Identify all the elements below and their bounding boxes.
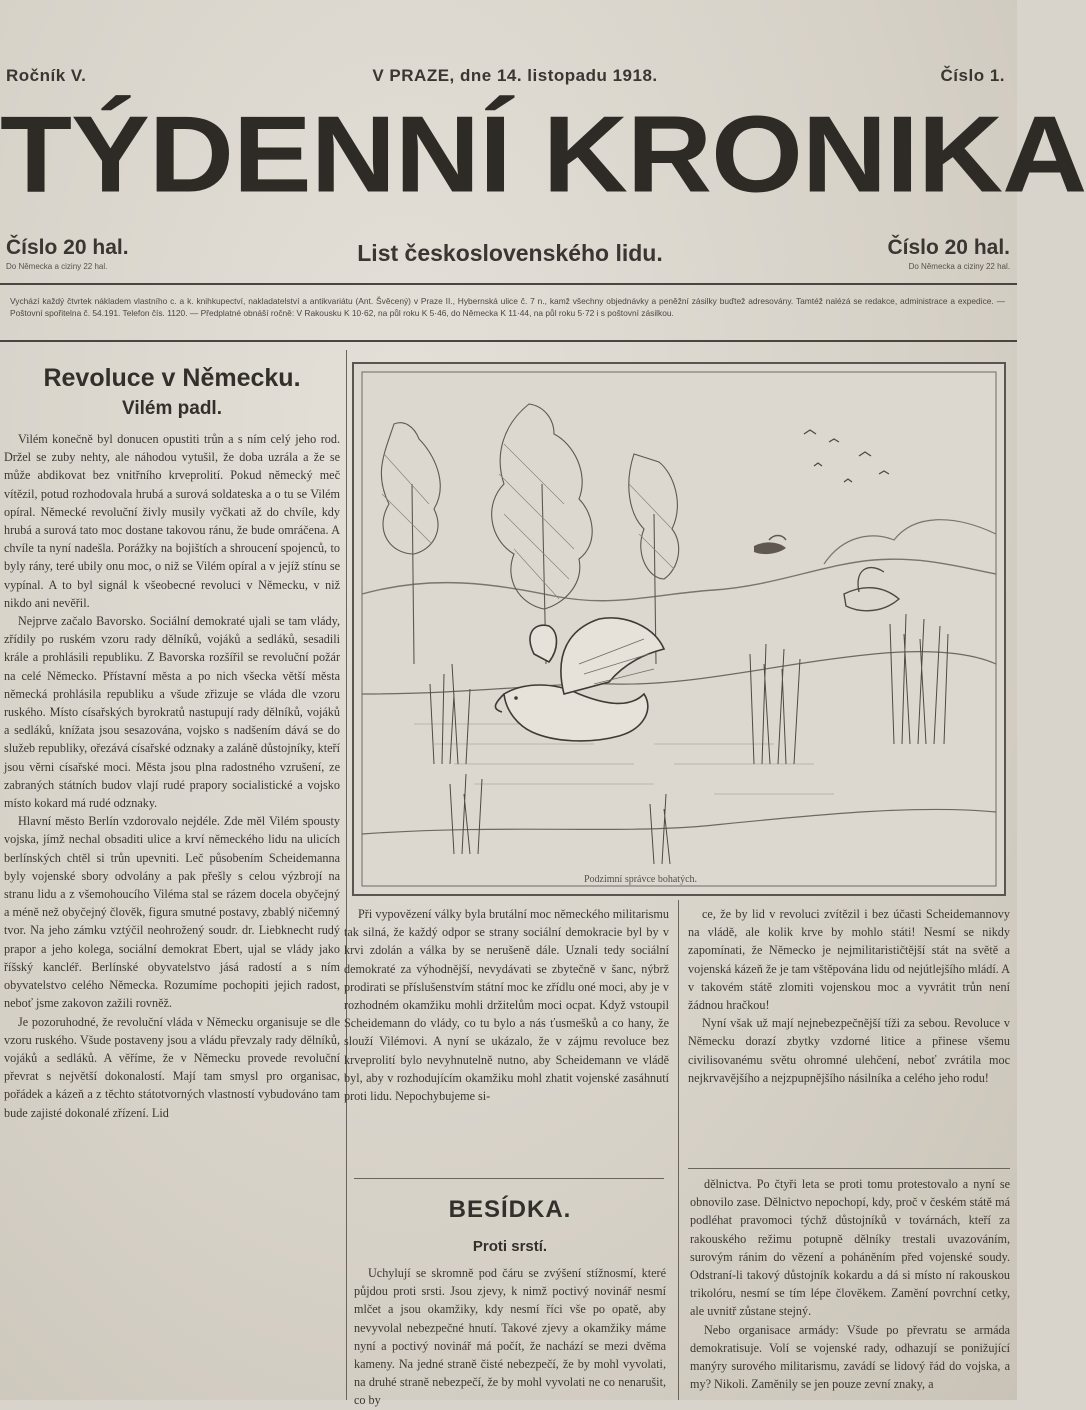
lead-paragraph: Hlavní město Berlín vzdorovalo nejdéle. Zde měl Vilém spousty vojska, jímž nechal obsaditi ulice a krví německého lidu na ulicích berlínských chtěl si trůn upevniti. Leč působením Scheidemanna byly vojenské sbory odvolány a pak přešly s celou výzbrojí na stranu lidu a z všemohoucího Viléma stal se rázem docela obyčejný a méně než obyčejný člověk, figura smutné postavy, zbablý ničemný tvor. Na jeho zámku vztýčil neohrožený soudr. dr. Liebknecht rudý prapor a jeho kolega, sociální demokrat Ebert, ujal se vlády jako říšský kancléř. Berlínské obyvatelstvo jásá radostí a s ním obyvatelstvo celého Německa. Rozumíme pochopiti jejich radost, neboť jsme zakovon zažili rovněž. [4, 814, 340, 1011]
column-rule [678, 900, 679, 1400]
besidka-rule [354, 1178, 664, 1179]
dateline: V PRAZE, dne 14. listopadu 1918. [372, 66, 658, 85]
issue-number: Číslo 1. [940, 66, 1005, 85]
price-right: Číslo 20 hal. [887, 236, 1010, 259]
lead-subheadline: Vilém padl. [122, 398, 222, 419]
header-rule [0, 283, 1017, 285]
middle-article-body [344, 905, 669, 1173]
lead-article-body [4, 430, 340, 1400]
price-left-note: Do Německa a ciziny 22 hal. [6, 262, 108, 271]
lead-headline: Revoluce v Německu. [43, 364, 301, 392]
lead-paragraph: Nejprve začalo Bavorsko. Sociální demokraté ujali se tam vlády, zřídily po ruském vzoru rady dělníků, vojáků a sedláků, sesadili krále a prohlásili republiku. Z Bavorska rozšířil se revoluční požár na celé Německo. Přístavní města a po nich všecka větší města německá prohlásila republiku a všude zřizuje se vláda dle vzoru ruského. Místo císařských byrokratů nastupují rady dělníků, vojáků a sedláků, knížata jsou sesazována, vojsko s nadšením dává se do služeb republiky, ořezává císařské odznaky a zaláně důstojníky, kteří jsou věrni císařské moci. Města jsou plna radostného vzrušení, ze zabraných státních budov vlají rudé prapory socialistické a vojsko místo kokard má rudé odznaky. [4, 614, 340, 811]
imprint-rule [0, 340, 1017, 342]
lead-paragraph: Je pozoruhodné, že revoluční vláda v Německu organisuje se dle vzoru ruského. Všude postaveny jsou a vládu převzaly rady dělníků, vojáků a sedláků. A věříme, že v Německu provede revoluční převrat s největší dokonalostí. Mají tam smysl pro organisac, pořádek a kázeň a z těchto státotvorných vlastností vybudováno tam bude zajisté dokonalé zřízení. Lid [4, 1014, 340, 1120]
column-rule [346, 350, 347, 1400]
middle-paragraph: Při vypovězení války byla brutální moc německého militarismu tak silná, že každý odpor se strany sociální demokracie byl by v krvi zdolán a válka by se nerušeně dále. Uznali tedy sociální demokraté za výhodnější, nevydávati se zbytečně v šanc, nýbrž prodirati se příslušenstvím státní moc ke zřídlu oné moci, aby je v rozhodném okamžiku mohli držitelům moci ocpat. Když vstoupil Scheidemann do vlády, co tu bylo a nás ťusmešků a co hany, že slouží Vilémovi. A nyní se ukázalo, že v zájmu revoluce bez krveprolití bylo nevyhnutelně nutno, aby Scheidemann ve vládě byl, aby v rozhodujícím okamžiku mohl zhatit vojenské zasáhnutí proti lidu. Nepochybujeme si- [344, 907, 669, 1104]
duck-landscape-illustration [354, 364, 1004, 894]
right-paragraph: Nyní však už mají nejnebezpečnější tíži za sebou. Revoluce v Německu dorazí zbytky vzdorné litice a přinese všemu civilisovanému světu ohromné ulehčení, neboť zvrátila moc nejkrvavějšího a nejzpupnějšího násilníka a celého jeho rodu! [688, 1016, 1010, 1085]
besidka-title: BESÍDKA. [448, 1196, 572, 1223]
price-left: Číslo 20 hal. [6, 236, 129, 259]
masthead-subtitle: List československého lidu. [357, 240, 663, 266]
besidka-right-paragraph: Nebo organisace armády: Všude po převratu se armáda demokratisuje. Volí se vojenské rady, odhazují se ponižující manýry surového militarismu, zavádí se lidový řád do vojska, a my? Nikoli. Zaměnily se jen pouze zevní znaky, a [690, 1322, 1010, 1392]
besidka-body [354, 1264, 666, 1408]
right-paragraph: ce, že by lid v revoluci zvítězil i bez účasti Scheidemannovy na vládě, ale kolik krve by mohlo státi! Nesmí se nikdy zapomínati, že Německo je nejmilitarističtější stát na světě a vojenská kázeň že je tam vštěpována lidu od nejútlejšího mládí. A v takovém státě zlomiti vojenskou moc a vyvrátit trůn není žádnou hračkou! [688, 907, 1010, 1013]
price-right-note: Do Německa a ciziny 22 hal. [908, 262, 1010, 271]
besidka-subtitle: Proti srstí. [472, 1238, 548, 1255]
besidka-paragraph: Uchylují se skromně pod čáru se zvýšení stížnosmí, které půjdou proti srsti. Jsou zjevy, k nimž poctivý novinář nesmí mlčet a jsou okamžiky, kdy nesmí říci vše po opatě, aby nevyvolal nebezpečné hnutí. Takové zjevy a okamžiky máme nyní a poctivý novinář má počít, že nachází se mezi dvěma kameny. Na jedné straně čisté nebezpečí, že by mohl vyvolati, na druhé straně nebezpečí, že by mohl vyvolati ne co nenarušit, co by [354, 1266, 666, 1408]
right-article-body [688, 905, 1010, 1160]
besidka-rule-right [688, 1168, 1010, 1169]
illustration-caption: Podzimní správce bohatých. [584, 874, 698, 885]
besidka-right-body [690, 1175, 1010, 1400]
lead-paragraph: Vilém konečně byl donucen opustiti trůn a s ním celý jeho rod. Držel se zuby nehty, ale náhodou vytušil, že doba uzrála a že se může abdikovat bez vnitřního krveprolití. Pokud německý meč vítězil, potud rozhodovala hrubá a surová soldateska a o tu se Vilém opíral. Německé revoluční živly musily vyčkati až do chvíle, kdy hrubá a surová tato moc dostane takovou ránu, že bude omráčena. A chvíle ta nyní nadešla. Porážky na bojištích a shroucení spojenců, to byly rány, teré ubily onu moc, o niž se Vilém opíral a v jejíž stínu se vypínal. A to byl signál k všeobecné revoluci v Německu, v niž nikdo ani nevěřil. [4, 432, 340, 610]
illustration-frame [352, 362, 1006, 896]
masthead-title: TÝDENNÍ KRONIKA [0, 93, 1086, 216]
volume-label: Ročník V. [6, 66, 87, 85]
publication-imprint: Vychází každý čtvrtek nákladem vlastního c. a k. knihkupectví, nakladatelství a antikvariátu (Ant. Švěcený) v Praze II., Hybernská ulice č. 7 n., kamž všechny objednávky a peněžní zásilky buďtež adresovány. Tamtéž nalézá se redakce, administrace a expedice. — Poštovní spořitelna č. 54.191. Telefon čís. 1120. — Předplatné obnáší ročně: V Rakousku K 10·62, na půl roku K 5·46, do Německa K 11·44, na půl roku 5·72 i s poštovní zásilkou. [10, 296, 1005, 318]
besidka-right-paragraph: dělnictva. Po čtyři leta se proti tomu protestovalo a nyní se obnovilo zase. Dělnictvo nepochopí, kdy, proč v českém státě má podléhat pravomoci týchž důstojníků v továrnách, kteří za rakouského režimu potupně dělníky trestali uvazováním, surovým ránim do vězení a poháněním před vojenské soudy. Odstraní-li takový důstojník kokardu a dá si místo ní rakouskou trikolóru, nesmí se tím lépe člověkem. Zamění povrchní cetky, ale uvnitř zůstane stejný. [690, 1177, 1010, 1319]
